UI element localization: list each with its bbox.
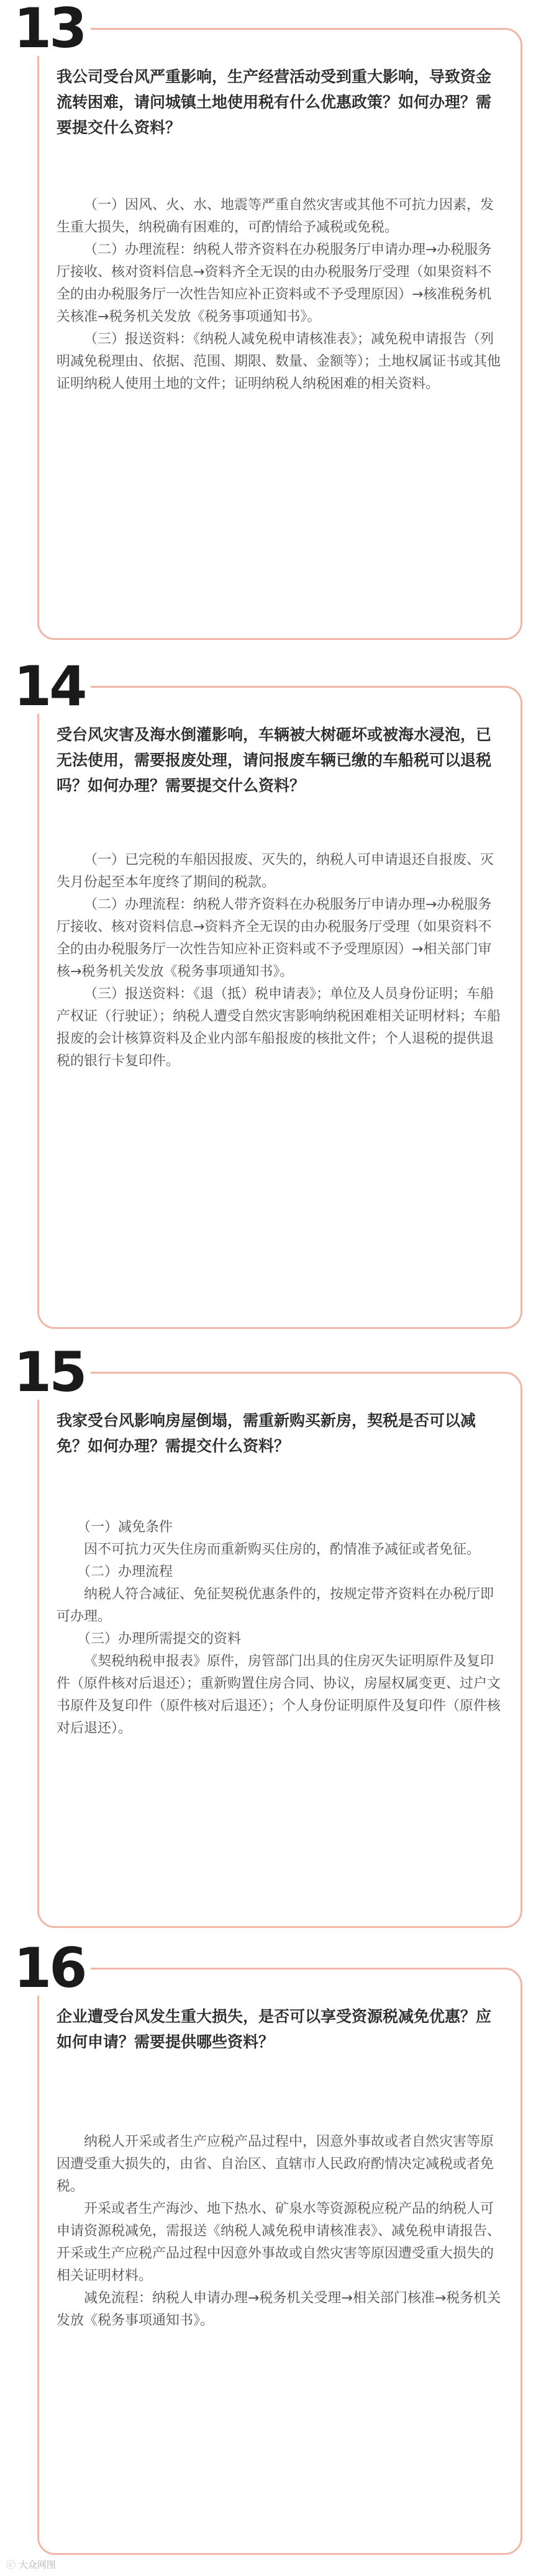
watermark: ⓒ 大众网图 xyxy=(6,2559,56,2570)
answer-body xyxy=(57,194,504,395)
answer-paragraph: 减免流程：纳税人申请办理→税务机关受理→相关部门核准→税务机关发放《税务事项通知书》。 xyxy=(57,2290,501,2328)
answer-paragraph: （二）办理流程：纳税人带齐资料在办税服务厅申请办理→办税服务厅接收、核对资料信息→资料齐全无误的由办税服务厅受理（如果资料不全的由办税服务厅一次性告知应补正资料或不予受理原因）→核准税务机关核准→税务机关发放《税务事项通知书》。 xyxy=(57,242,492,325)
section-number: 13 xyxy=(11,1,91,56)
answer-body xyxy=(57,849,504,1073)
qa-card xyxy=(37,1372,522,1928)
question-text: 我家受台风影响房屋倒塌，需重新购买新房，契税是否可以减免？如何办理？需提交什么资料？ xyxy=(57,1412,476,1455)
answer-body xyxy=(57,1516,504,1740)
qa-card xyxy=(37,1968,522,2555)
question-text: 我公司受台风严重影响，生产经营活动受到重大影响，导致资金流转困难，请问城镇土地使用税有什么优惠政策？如何办理？需要提交什么资料？ xyxy=(57,68,492,137)
answer-heading: （二）办理流程 xyxy=(77,1564,173,1580)
question-text: 受台风灾害及海水倒灌影响，车辆被大树砸坏或被海水浸泡，已无法使用，需要报废处理，请问报废车辆已缴的车船税可以退税吗？如何办理？需要提交什么资料？ xyxy=(57,726,492,795)
answer-paragraph: （二）办理流程：纳税人带齐资料在办税服务厅申请办理→办税服务厅接收、核对资料信息→资料齐全无误的由办税服务厅受理（如果资料不全的由办税服务厅一次性告知应补正资料或不予受理原因）→相关部门审核→税务机关发放《税务事项通知书》。 xyxy=(57,897,492,980)
question-text: 企业遭受台风发生重大损失，是否可以享受资源税减免优惠？应如何申请？需要提供哪些资料？ xyxy=(57,2007,492,2051)
answer-paragraph: （三）报送资料：《退（抵）税申请表》；单位及人员身份证明；车船产权证（行驶证）；纳税人遭受自然灾害影响纳税困难相关证明材料；车船报废的会计核算资料及企业内部车船报废的核批文件；个人退税的提供退税的银行卡复印件。 xyxy=(57,986,501,1069)
section-number: 15 xyxy=(11,1345,91,1400)
answer-paragraph: 纳税人符合减征、免征契税优惠条件的，按规定带齐资料在办税厅即可办理。 xyxy=(57,1587,494,1624)
answer-paragraph: 因不可抗力灭失住房而重新购买住房的，酌情准予减征或者免征。 xyxy=(84,1542,481,1557)
answer-heading: （一）减免条件 xyxy=(77,1520,173,1535)
answer-paragraph: 开采或者生产海沙、地下热水、矿泉水等资源税应税产品的纳税人可申请资源税减免，需报送《纳税人减免税申请核准表》、减免税申请报告、开采或生产应税产品过程中因意外事故或自然灾害等原因遭受重大损失的相关证明材料。 xyxy=(57,2201,501,2284)
answer-paragraph: 《契税纳税申报表》原件，房管部门出具的住房灭失证明原件及复印件（原件核对后退还）；重新购置住房合同、协议，房屋权属变更、过户文书原件及复印件（原件核对后退还）；个人身份证明原件及复印件（原件核对后退还）。 xyxy=(57,1654,501,1736)
answer-paragraph: （三）报送资料：《纳税人减免税申请核准表》；减免税申请报告（列明减免税理由、依据、范围、期限、数量、金额等）；土地权属证书或其他证明纳税人使用土地的文件；证明纳税人纳税困难的相关资料。 xyxy=(57,331,501,392)
qa-card xyxy=(37,28,522,640)
answer-paragraph: （一）因风、火、水、地震等严重自然灾害或其他不可抗力因素，发生重大损失，纳税确有困难的，可酌情给予减税或免税。 xyxy=(57,197,494,235)
answer-body xyxy=(57,2131,504,2332)
section-number: 14 xyxy=(11,659,91,714)
section-number: 16 xyxy=(11,1941,91,1996)
qa-card xyxy=(37,686,522,1329)
answer-paragraph: （一）已完税的车船因报废、灭失的，纳税人可申请退还自报废、灭失月份起至本年度终了期间的税款。 xyxy=(57,852,494,890)
answer-paragraph: 纳税人开采或者生产应税产品过程中，因意外事故或者自然灾害等原因遭受重大损失的，由省、自治区、直辖市人民政府酌情决定减税或者免税。 xyxy=(57,2134,494,2194)
answer-heading: （三）办理所需提交的资料 xyxy=(77,1631,242,1647)
